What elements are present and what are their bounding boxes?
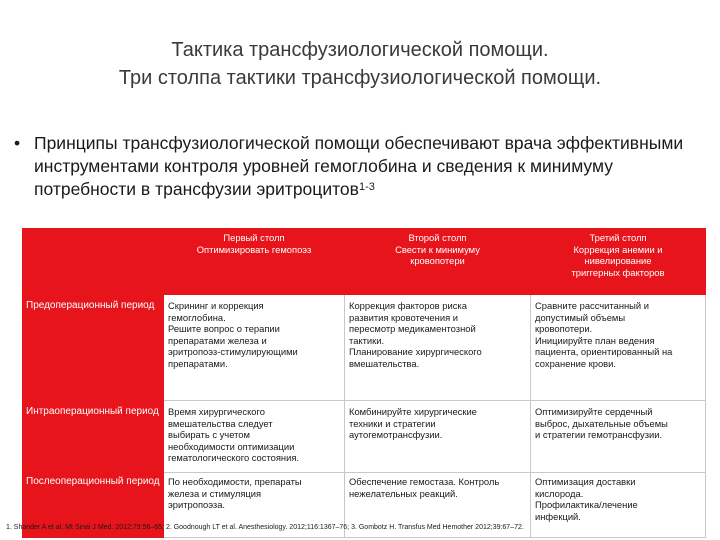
- tactics-table: [22, 228, 706, 538]
- header-third-pillar: Третий столп Коррекция анемии и нивелирование триггерных факторов: [531, 229, 706, 295]
- references-footnote: 1. Shander A et al. Mt Sinai J Med. 2012;79:56–65; 2. Goodnough LT et al. Anesthesiology. 2012;116:1367–76; 3. Gombotz H. Transfus Med Hemother 2012;39:67–72.: [6, 524, 524, 531]
- table-cell: Оптимизация доставки кислорода. Профилактика/лечение инфекций.: [531, 473, 706, 538]
- table-cell: Сравните рассчитанный и допустимый объемы кровопотери. Инициируйте план ведения пациента, ориентированный на сохранение крови.: [531, 295, 706, 401]
- bullet-text-block: [34, 132, 704, 201]
- table-cell: Скрининг и коррекция гемоглобина. Решите вопрос о терапии препаратами железа и эритропоэз-стимулирующими препаратами.: [164, 295, 345, 401]
- header-first-pillar: Первый столп Оптимизировать гемопоэз: [164, 229, 345, 295]
- table-cell: Оптимизируйте сердечный выброс, дыхательные объемы и стратегии гемотрансфузии.: [531, 401, 706, 473]
- table-cell: Коррекция факторов риска развития кровотечения и пересмотр медикаментозной тактики. Планирование хирургического вмешательства.: [345, 295, 531, 401]
- slide-title: [0, 36, 720, 92]
- table-cell: Комбинируйте хирургические техники и стратегии аутогемотрансфузии.: [345, 401, 531, 473]
- bullet-dot-icon: •: [14, 133, 21, 153]
- table-row: [23, 295, 706, 401]
- bullet-point: [14, 132, 704, 201]
- bullet-text: Принципы трансфузиологической помощи обеспечивают врача эффективными инструментами контроля уровней гемоглобина и сведения к минимуму потребности в трансфузии эритроцитов: [34, 133, 684, 199]
- header-second-pillar: Второй столп Свести к минимуму кровопотери: [345, 229, 531, 295]
- table-cell: Обеспечение гемостаза. Контроль нежелательных реакций.: [345, 473, 531, 538]
- row-label-intraoperative: Интраоперационный период: [23, 401, 164, 473]
- bullet-superscript: 1-3: [358, 181, 375, 193]
- row-label-postoperative: Послеоперационный период: [23, 473, 164, 538]
- table-row: [23, 401, 706, 473]
- row-label-preoperative: Предоперационный период: [23, 295, 164, 401]
- slide-title-line-1: Тактика трансфузиологической помощи.: [171, 39, 549, 61]
- slide-title-line-2: Три столпа тактики трансфузиологической помощи.: [118, 67, 602, 89]
- table-cell: По необходимости, препараты железа и стимуляция эритропоэза.: [164, 473, 345, 538]
- table-corner-cell: [23, 229, 164, 295]
- table-header-row: [23, 229, 706, 295]
- table-cell: Время хирургического вмешательства следует выбирать с учетом необходимости оптимизации гематологического состояния.: [164, 401, 345, 473]
